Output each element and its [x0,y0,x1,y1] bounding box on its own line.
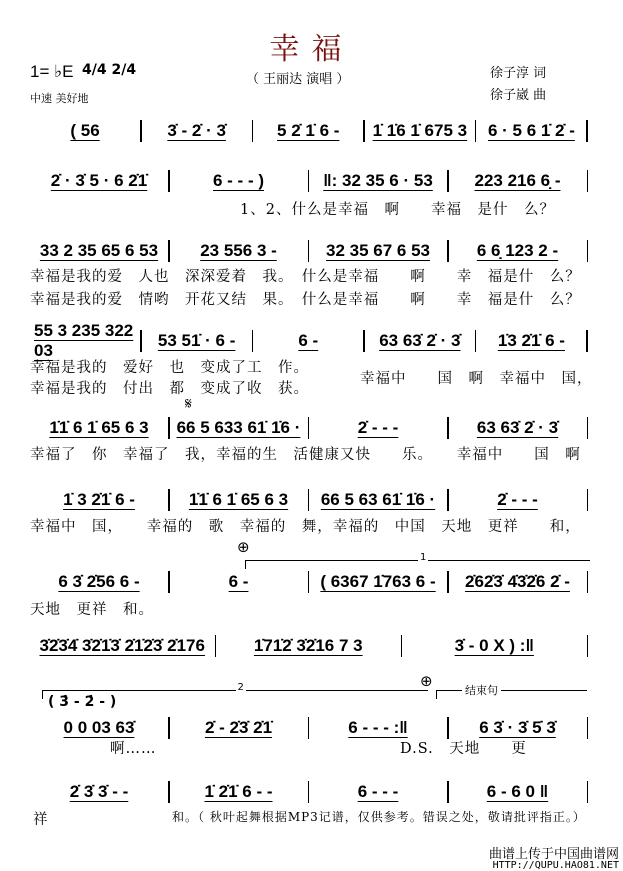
bar-line [586,330,588,352]
measure: 66 5 633 61̇ 1̇6 · [176,418,301,437]
ending-label: 结束句 [462,682,501,698]
key-signature: 1= ♭E [30,62,74,81]
segno-sign: 𝄋 [185,394,192,413]
measure: 1̇ 3 2̇1̇ 6 - [63,490,135,509]
lyric-line: 祥 [33,812,49,828]
time-signature: 4/4 2/4 [82,62,137,78]
composer-credit: 徐子崴 曲 [490,88,547,103]
singer-credit: （ 王丽达 演唱 ） [246,72,350,87]
bar-line [587,635,589,657]
notation-row [30,169,588,193]
measure: ( 6367 1̇763 6 - [320,572,436,591]
bar-line [587,717,589,739]
measure: 6 6̣ 123 2 - [476,241,559,260]
measure: 1̇1̇ 6 1̇ 65 6 3 [49,418,149,437]
measure: 53 51̇ · 6 - [157,331,236,350]
measure: 2̇ - - - [497,490,538,509]
measure: 1̇3 2̇1̇ 6 - [497,331,565,350]
alt-ending-notes: ( 3̇ - 2̇ - ) [48,694,117,710]
bar-line [587,571,589,593]
bar-line [587,170,589,192]
lyric-line: D.S. 天地 更 [400,741,527,757]
lyric-line: 啊…… [110,741,157,757]
measure: 2̇ - - - [357,418,399,437]
notation-row [30,570,588,594]
measure: 0 0 03 63̇ [63,718,135,737]
measure: 55 3 235 322 03 [34,321,134,360]
measure: 1̇71̇2̇ 3̇2̇16 7 3 [253,636,363,655]
lyric-line: 幸福是我的爱 情哟 开花又结 果。 什么是幸福 啊 幸 福是什 么？ [30,292,581,308]
measure: 3̇2̇3̇4̇ 3̇2̇1̇3̇ 2̇1̇2̇3̇ 2̇176 [39,636,205,655]
lyric-line: 幸福是我的 爱好 也 变成了工 作。 [30,360,309,376]
volta-1 [245,552,590,569]
measure: 2̇ 3̇ 3̇ - - [69,782,129,801]
coda-sign: ⊕ [420,672,433,690]
bar-line [587,489,589,511]
coda-sign: ⊕ [237,538,250,556]
lyric-line: 和。（ 秋叶起舞根据MP3记谱，仅供参考。错误之处，敬请批评指正。） [172,810,586,824]
notation-row [30,321,588,360]
lyric-line: 幸福中 国， 幸福的 歌 幸福的 舞，幸福的 中国 天地 更祥 和， [30,519,581,535]
measure: 6 3̇ 2̇56 6 - [58,572,140,591]
measure: 1̇ 2̇1̇ 6 - - [204,782,273,801]
measure: ‖: 32 35 6 · 53 [323,171,433,190]
measure: 6 - [228,572,249,591]
footer-url: HTTP://QUPU.HAO81.NET [492,860,619,871]
bar-line [586,120,588,142]
measure: 6 - - - [357,782,399,801]
notation-row [30,119,588,143]
lyric-line: 幸福是我的爱 人也 深深爱着 我。 什么是幸福 啊 幸 福是什 么？ [30,269,581,285]
footer-site: 曲谱上传于中国曲谱网 [488,847,619,862]
measure: 6 - [298,331,319,350]
volta-2-label: 2 [237,682,244,693]
bar-line [587,781,589,803]
measure: 33 2 35 65 6 53 [39,241,159,260]
measure: 2̇ · 3̇ 5 · 6 2̇1̇ [50,171,148,190]
measure: 6 3̇ · 3̇ 5̇ 3̇ [479,718,556,737]
measure: ( 56 [70,121,100,140]
tempo-marking: 中速 美好地 [30,92,89,105]
lyric-line: 幸福了 你 幸福了 我，幸福的生 活健康又快 乐。 幸福中 国 啊 [30,447,581,463]
measure: 6 - - - :‖ [348,718,408,737]
notation-row [30,780,588,804]
notation-row [30,488,588,512]
measure: 6 · 5 6 1̇ 2̇ - [487,121,575,140]
lyricist-credit: 徐子淳 词 [490,66,547,81]
bar-line [587,240,589,262]
bar-line [587,417,589,439]
measure: 32 35 67 6 53 [326,241,430,260]
measure: 63 63̇ 2̇ · 3̇ [476,418,559,437]
measure: 66 5 63 61̇ 1̇6 · [320,490,436,509]
lyric-line: 1、2、什么是幸福 啊 幸福 是什 么？ [240,202,555,218]
measure: 3̇ - 0 X ) :‖ [454,636,534,655]
measure: 6 - 6 0 ‖ [486,782,549,801]
measure: 2̇62̇3̇ 4̇3̇2̇6 2̇ - [465,572,570,591]
lyric-line: 幸福中 国 啊 幸福中 国， [360,371,593,387]
measure: 223 216 6̣ - [474,171,561,190]
measure: 1̇ 1̇6 1̇ 675 3 [372,121,468,140]
notation-row [30,416,588,440]
measure: 23 556 3 - [200,241,277,260]
lyric-line: 天地 更祥 和。 [30,602,154,618]
measure: 1̇1̇ 6 1̇ 65 6 3 [188,490,289,509]
measure: 63 63̇ 2̇ · 3̇ [379,331,461,350]
notation-row [30,239,588,263]
song-title: 幸福 [269,32,354,67]
lyric-line: 幸福是我的 付出 都 变成了收 获。 [30,381,309,397]
measure: 2̇ - 2̇3̇ 2̇1̇ [204,718,273,737]
measure: 6 - - - ) [213,171,264,190]
notation-row [30,634,588,658]
measure: 5 2̇ 1̇ 6 - [277,121,340,140]
measure: 3̇ - 2̇ · 3̇ [167,121,226,140]
volta-1-label: 1 [420,552,427,563]
